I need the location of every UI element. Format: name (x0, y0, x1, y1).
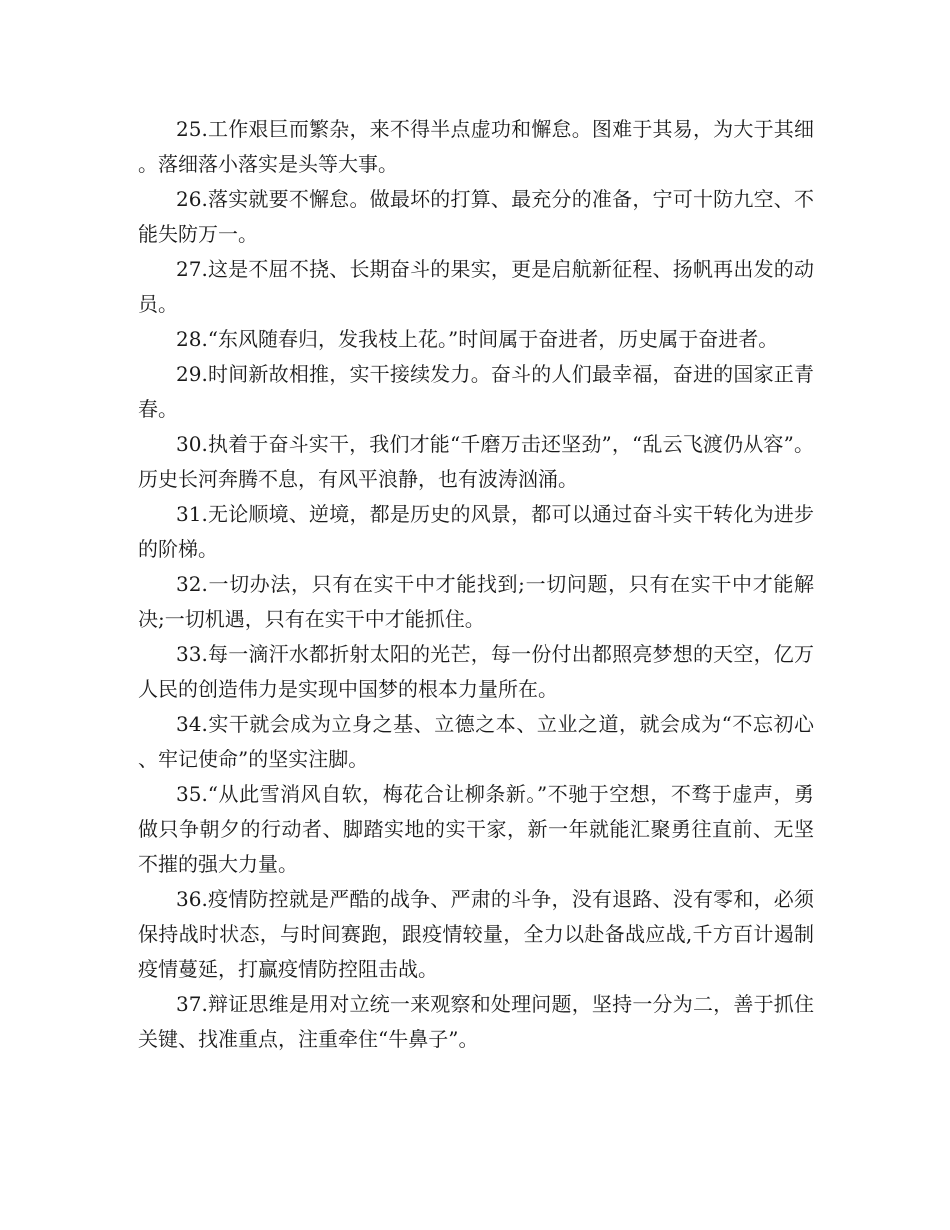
paragraph-25: 25.工作艰巨而繁杂，来不得半点虚功和懈怠。图难于其易，为大于其细。落细落小落实是头等大事。 (138, 117, 814, 176)
paragraph-37: 37.辩证思维是用对立统一来观察和处理问题，坚持一分为二，善于抓住关键、找准重点，注重牵住“牛鼻子”。 (138, 992, 814, 1051)
paragraph-29: 29.时间新故相推，实干接续发力。奋斗的人们最幸福，奋进的国家正青春。 (138, 362, 814, 421)
paragraph-32: 32.一切办法，只有在实干中才能找到;一切问题，只有在实干中才能解决;一切机遇，只有在实干中才能抓住。 (138, 572, 814, 631)
document-body (138, 112, 814, 1057)
paragraph-34: 34.实干就会成为立身之基、立德之本、立业之道，就会成为“不忘初心、牢记使命”的坚实注脚。 (138, 712, 814, 771)
paragraph-27: 27.这是不屈不挠、长期奋斗的果实，更是启航新征程、扬帆再出发的动员。 (138, 257, 814, 316)
paragraph-35: 35.“从此雪消风自软，梅花合让柳条新。”不驰于空想，不骛于虚声，勇做只争朝夕的行动者、脚踏实地的实干家，新一年就能汇聚勇往直前、无坚不摧的强大力量。 (138, 782, 814, 876)
paragraph-30: 30.执着于奋斗实干，我们才能“千磨万击还坚劲”，“乱云飞渡仍从容”。历史长河奔腾不息，有风平浪静，也有波涛汹涌。 (138, 432, 814, 491)
paragraph-36: 36.疫情防控就是严酷的战争、严肃的斗争，没有退路、没有零和，必须保持战时状态，与时间赛跑，跟疫情较量，全力以赴备战应战,千方百计遏制疫情蔓延，打赢疫情防控阻击战。 (138, 887, 814, 981)
paragraph-33: 33.每一滴汗水都折射太阳的光芒，每一份付出都照亮梦想的天空，亿万人民的创造伟力是实现中国梦的根本力量所在。 (138, 642, 814, 701)
paragraph-28: 28.“东风随春归，发我枝上花。”时间属于奋进者，历史属于奋进者。 (176, 327, 779, 351)
paragraph-26: 26.落实就要不懈怠。做最坏的打算、最充分的准备，宁可十防九空、不能失防万一。 (138, 187, 814, 246)
paragraph-31: 31.无论顺境、逆境，都是历史的风景，都可以通过奋斗实干转化为进步的阶梯。 (138, 502, 814, 561)
